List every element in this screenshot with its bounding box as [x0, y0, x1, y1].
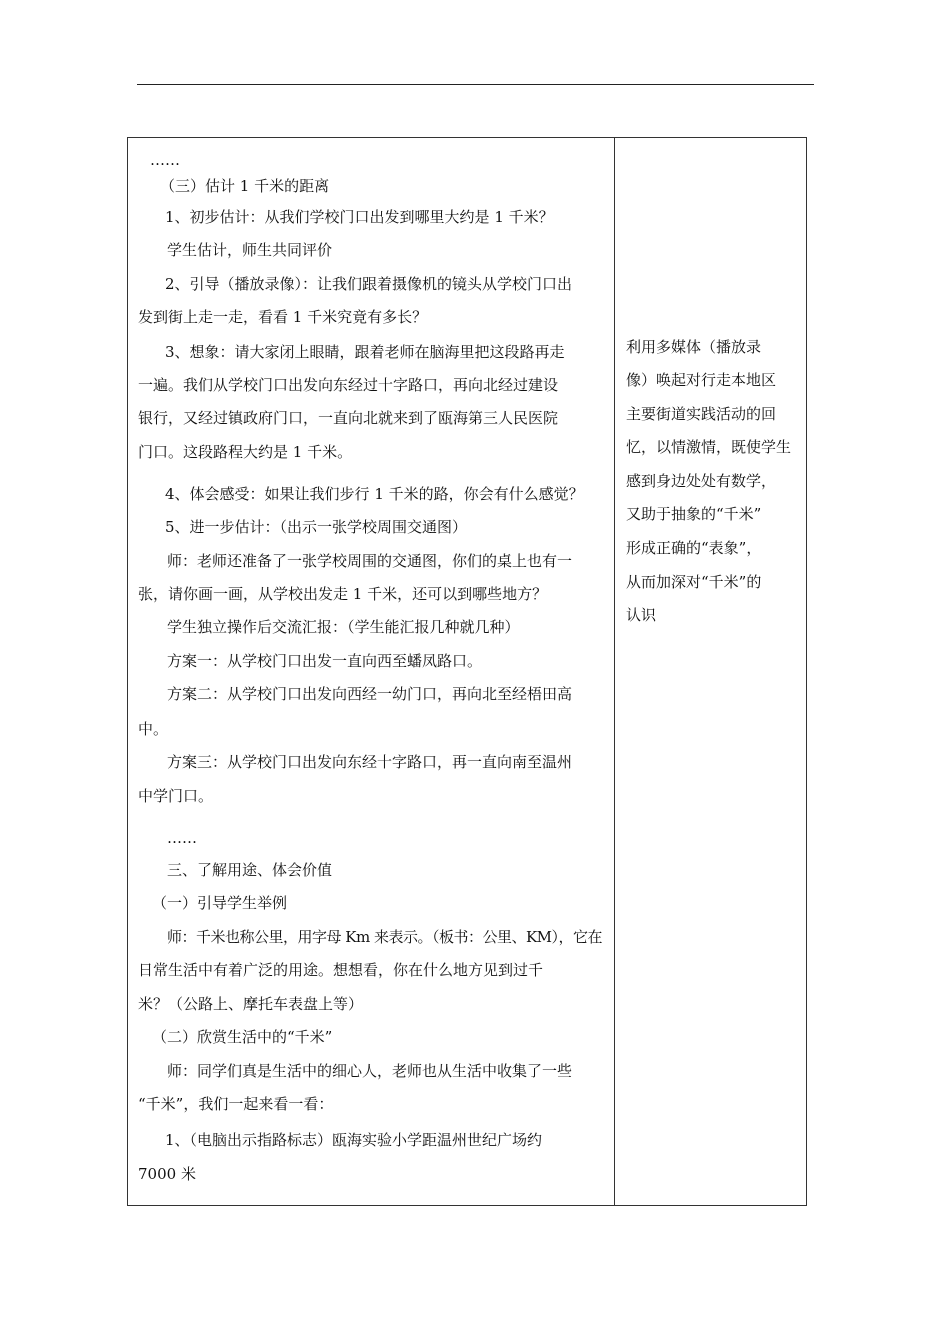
- text-line: 米？（公路上、摩托车表盘上等）: [138, 995, 364, 1013]
- text-line: 银行，又经过镇政府门口，一直向北就来到了瓯海第三人民医院: [138, 409, 559, 427]
- text-line: 发到街上走一走，看看 1 千米究竟有多长？: [138, 308, 428, 326]
- note-line: 忆，以情激情，既使学生: [626, 438, 792, 456]
- text-line: 方案三：从学校门口出发向东经十字路口，再一直向南至温州: [167, 753, 573, 771]
- text-line: 方案一：从学校门口出发一直向西至蟠凤路口。: [167, 652, 483, 670]
- note-line: 感到身边处处有数学，: [626, 472, 777, 490]
- text-line: 一遍。我们从学校门口出发向东经过十字路口，再向北经过建设: [138, 376, 559, 394]
- text-line: 张，请你画一画，从学校出发走 1 千米，还可以到哪些地方？: [138, 585, 548, 603]
- text-line: 1、初步估计：从我们学校门口出发到哪里大约是 1 千米？: [165, 208, 554, 226]
- text-line: 师：千米也称公里，用字母 Km 来表示。（板书：公里、KM），它在: [167, 928, 603, 946]
- text-line: 学生估计，师生共同评价: [167, 241, 333, 259]
- text-line: ……: [167, 829, 197, 847]
- note-line: 形成正确的“表象”，: [626, 539, 762, 557]
- text-line: “千米”，我们一起来看一看：: [138, 1095, 334, 1113]
- process-column: [128, 138, 614, 1205]
- lesson-plan-table: [127, 137, 807, 1206]
- text-line: 3、想象：请大家闭上眼睛，跟着老师在脑海里把这段路再走: [165, 343, 565, 361]
- note-line: 利用多媒体（播放录: [626, 338, 762, 356]
- text-line: ……: [150, 151, 180, 169]
- text-line: （二）欣赏生活中的“千米”: [152, 1028, 333, 1046]
- text-line: 门口。这段路程大约是 1 千米。: [138, 443, 353, 461]
- text-line: 7000 米: [138, 1165, 196, 1183]
- text-line: 中学门口。: [138, 787, 214, 805]
- text-line: 中。: [138, 720, 169, 738]
- text-line: 方案二：从学校门口出发向西经一幼门口，再向北至经梧田高: [167, 685, 573, 703]
- text-line: 学生独立操作后交流汇报：（学生能汇报几种就几种）: [167, 618, 520, 636]
- note-line: 主要街道实践活动的回: [626, 405, 777, 423]
- text-line: 5、进一步估计：（出示一张学校周围交通图）: [165, 518, 468, 536]
- text-line: 2、引导（播放录像）：让我们跟着摄像机的镜头从学校门口出: [165, 275, 573, 293]
- text-line: 三、了解用途、体会价值: [167, 861, 333, 879]
- note-line: 又助于抽象的“千米”: [626, 505, 762, 523]
- note-line: 像）唤起对行走本地区: [626, 371, 777, 389]
- text-line: 师：老师还准备了一张学校周围的交通图，你们的桌上也有一: [167, 552, 573, 570]
- text-line: 日常生活中有着广泛的用途。想想看，你在什么地方见到过千: [138, 961, 544, 979]
- note-line: 认识: [626, 606, 657, 624]
- header-rule: [137, 84, 814, 85]
- note-line: 从而加深对“千米”的: [626, 573, 762, 591]
- text-line: 师：同学们真是生活中的细心人，老师也从生活中收集了一些: [167, 1062, 573, 1080]
- text-line: 4、体会感受：如果让我们步行 1 千米的路，你会有什么感觉？: [165, 485, 584, 503]
- text-line: 1、（电脑出示指路标志）瓯海实验小学距温州世纪广场约: [165, 1131, 543, 1149]
- text-line: （一）引导学生举例: [152, 894, 288, 912]
- design-intent-column: [615, 138, 807, 1205]
- text-line: （三）估计 1 千米的距离: [160, 177, 330, 195]
